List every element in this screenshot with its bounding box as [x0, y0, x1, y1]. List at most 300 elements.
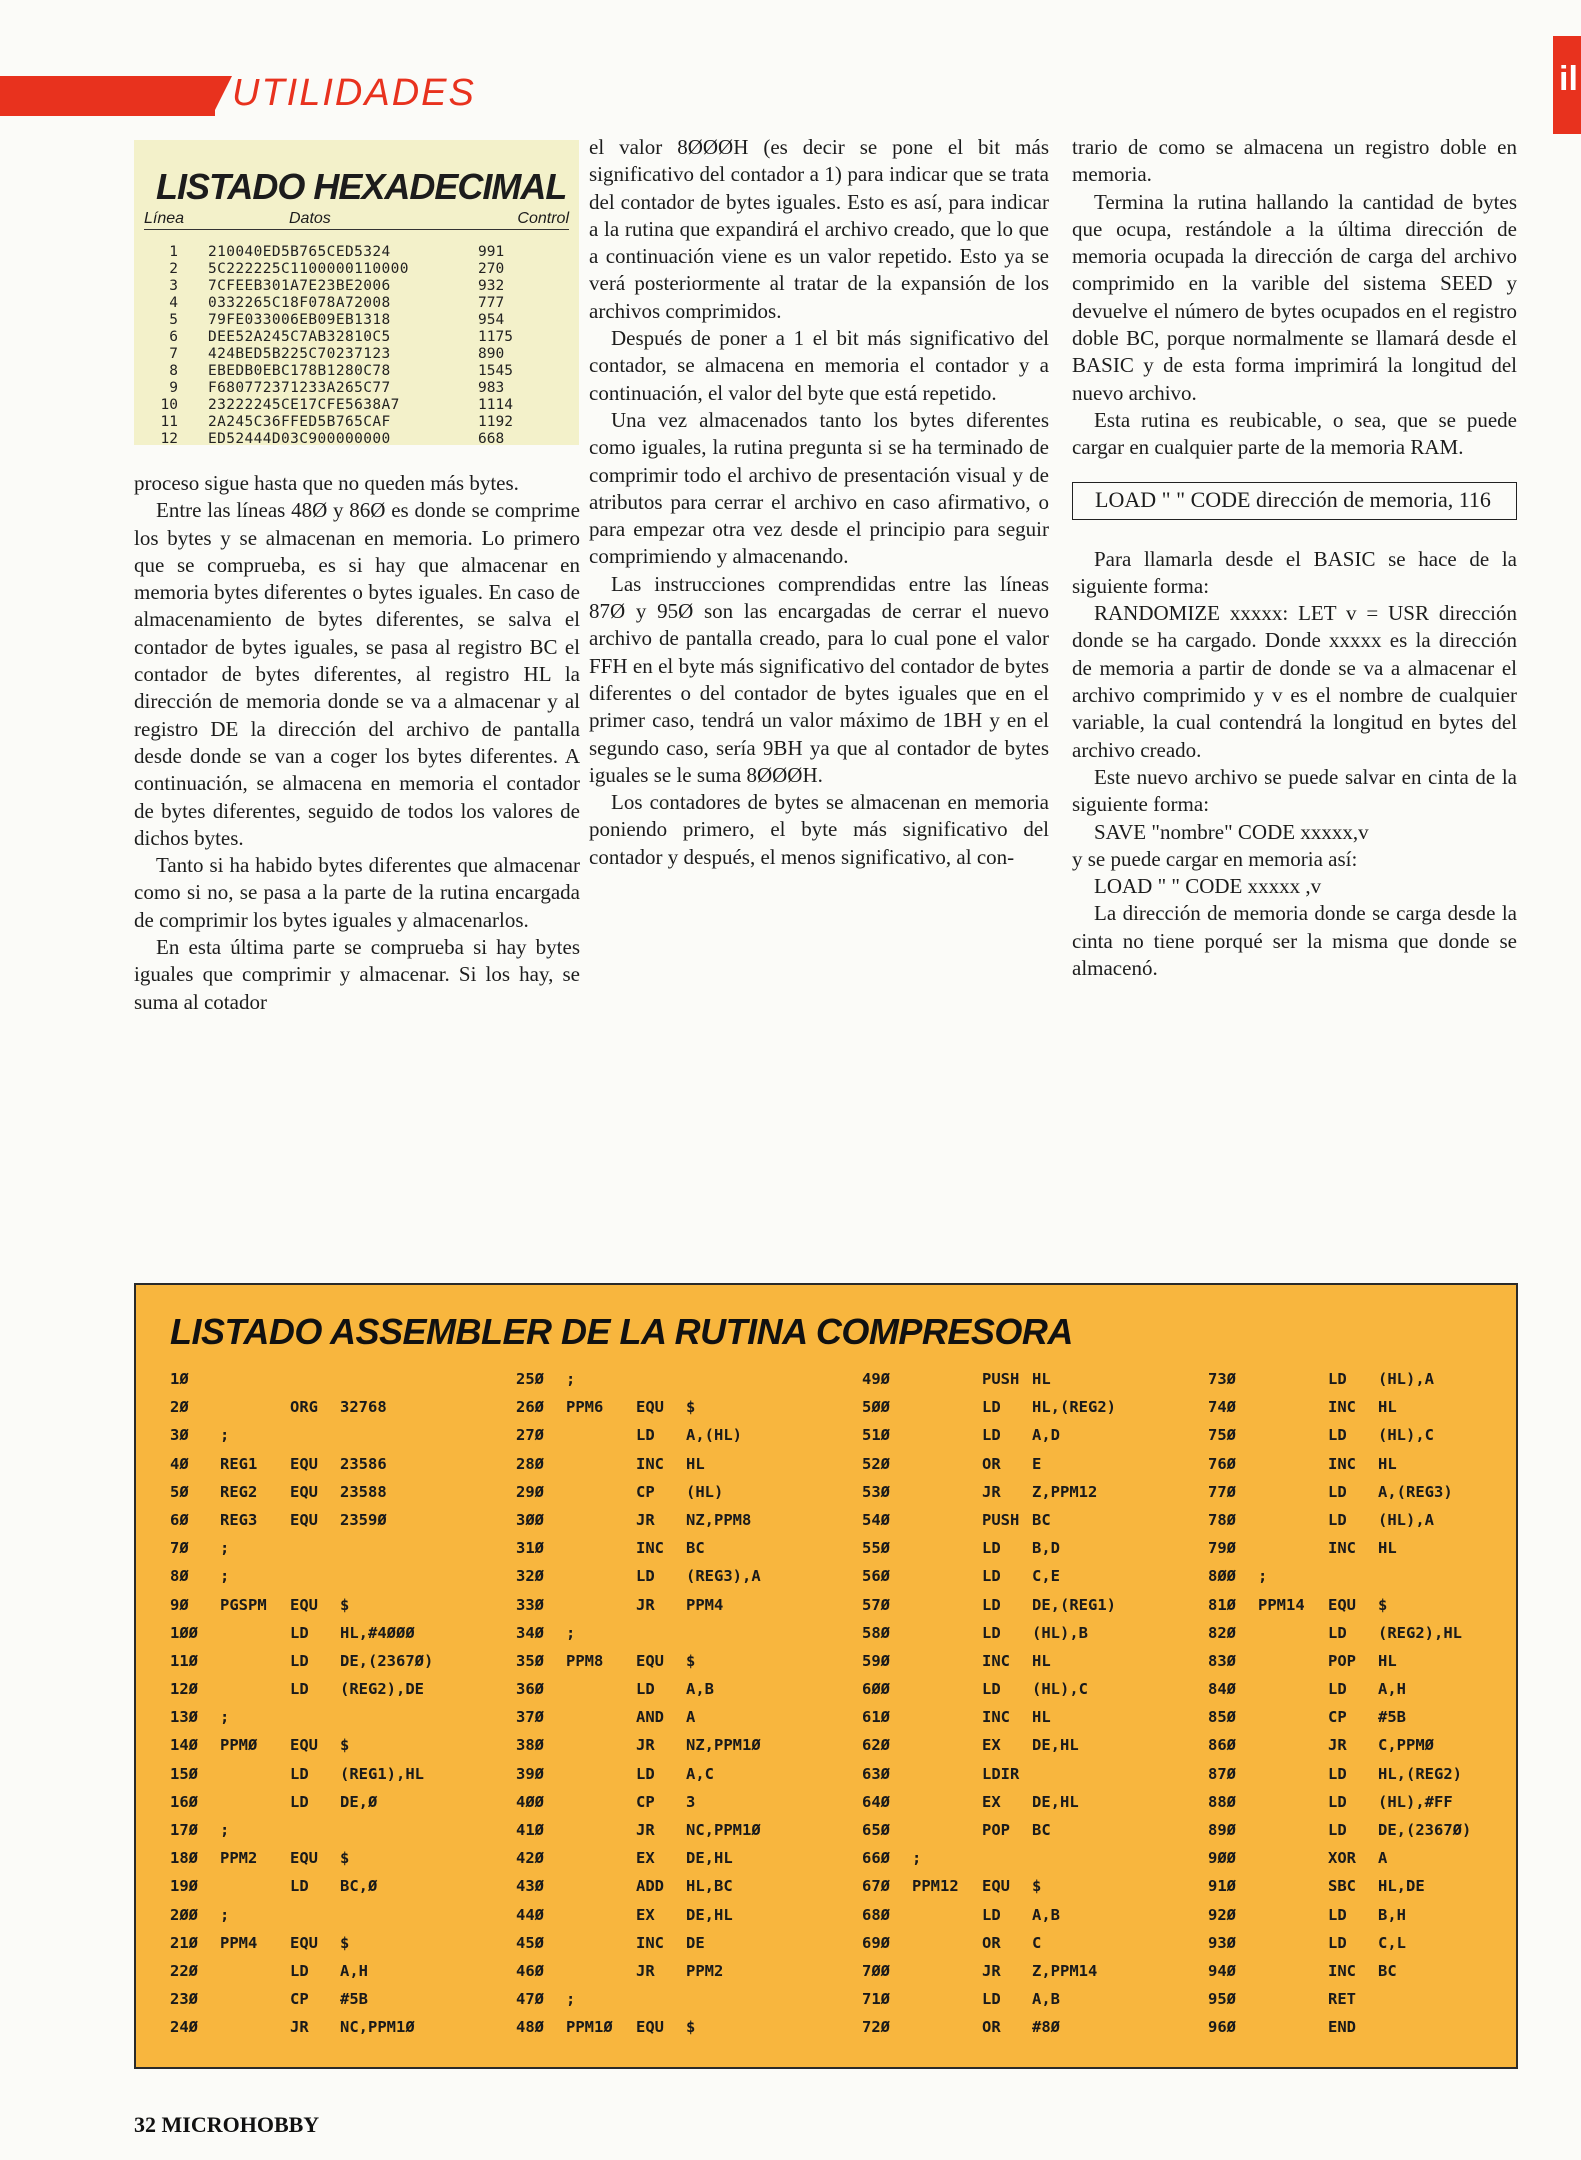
asm-line: [516, 2013, 761, 2041]
asm-label: [220, 1788, 290, 1816]
asm-operand: DE,(2367Ø): [1378, 1821, 1472, 1839]
asm-line-number: 3ØØ: [516, 1510, 544, 1529]
asm-operand: BC: [1032, 1821, 1051, 1839]
asm-opcode: LD: [1328, 1370, 1347, 1388]
asm-label: [566, 1506, 636, 1534]
asm-label: [220, 1985, 290, 2013]
paragraph: Esta rutina es reubicable, o sea, que se puede cargar en cualquier parte de la memoria RAM.: [1072, 407, 1517, 460]
asm-line-number: 67Ø: [862, 1877, 890, 1896]
hex-control: 668: [478, 431, 505, 447]
asm-label: REG2: [220, 1482, 258, 1501]
asm-operand: HL: [1032, 1651, 1051, 1670]
asm-line: [170, 1421, 433, 1449]
asm-line: [1208, 1760, 1471, 1788]
section-bar: [0, 76, 215, 116]
asm-operand: DE,Ø: [340, 1792, 378, 1811]
asm-line: [516, 1421, 761, 1449]
asm-line: [1208, 1619, 1471, 1647]
paragraph: el valor 8ØØØH (es decir se pone el bit más significativo del contador a 1) para indicar que se trata del contador de bytes iguales. Esto es así, para indicar a la rutina que expandirá el archivo creado, que lo que a continuación viene es un valor repetido. Esto ya se verá posteriormente al tratar de la expansión de los archivos comprimidos.: [589, 135, 1049, 323]
hex-data: 5C222225C1100000110000: [208, 261, 409, 277]
asm-line: [170, 1957, 433, 1985]
asm-label: ;: [220, 1821, 230, 1839]
asm-operand: (HL),C: [1378, 1426, 1434, 1445]
asm-line-number: 6Ø: [170, 1510, 189, 1529]
asm-line-number: 5ØØ: [862, 1398, 890, 1417]
paragraph: Para llamarla desde el BASIC se hace de la siguiente forma:: [1072, 546, 1517, 598]
asm-operand: 32768: [340, 1398, 387, 1417]
asm-line-number: 5Ø: [170, 1482, 189, 1501]
hex-control: 890: [478, 346, 505, 362]
asm-opcode: LD: [982, 1539, 1001, 1558]
asm-label: [912, 1365, 982, 1393]
asm-line: [862, 2013, 1116, 2041]
asm-operand: (REG3),A: [686, 1567, 761, 1586]
asm-opcode: EQU: [290, 1736, 318, 1755]
asm-opcode: LDIR: [982, 1764, 1020, 1783]
asm-operand: NC,PPM1Ø: [340, 2018, 415, 2037]
asm-opcode: LD: [290, 1651, 309, 1670]
asm-line: [516, 1534, 761, 1562]
asm-line: [170, 1506, 433, 1534]
asm-line-number: 28Ø: [516, 1454, 544, 1473]
asm-operand: $: [1032, 1877, 1042, 1896]
article-column-2: [589, 134, 1049, 871]
asm-line-number: 1ØØ: [170, 1623, 198, 1642]
asm-line: [862, 1450, 1116, 1478]
asm-column-1: [170, 1365, 433, 2042]
page-footer: [134, 2112, 319, 2138]
asm-line-number: 77Ø: [1208, 1482, 1236, 1501]
asm-line-number: 62Ø: [862, 1736, 890, 1755]
asm-label: [1258, 1421, 1328, 1449]
asm-line-number: 31Ø: [516, 1539, 544, 1558]
hex-listing-title: LISTADO HEXADECIMAL: [156, 166, 567, 207]
asm-opcode: LD: [290, 1792, 309, 1811]
asm-opcode: POP: [1328, 1651, 1356, 1670]
asm-line: [862, 1534, 1116, 1562]
asm-line-number: 25Ø: [516, 1370, 544, 1388]
asm-opcode: LD: [290, 1764, 309, 1783]
hex-row: [144, 312, 569, 329]
asm-label: [912, 1393, 982, 1421]
asm-line: [170, 1901, 433, 1929]
asm-label: [220, 1675, 290, 1703]
asm-operand: A: [686, 1708, 696, 1727]
asm-label: [912, 1421, 982, 1449]
asm-operand: NZ,PPM8: [686, 1510, 752, 1529]
asm-opcode: JR: [636, 1961, 655, 1980]
asm-line-number: 27Ø: [516, 1426, 544, 1445]
asm-line-number: 58Ø: [862, 1623, 890, 1642]
asm-opcode: INC: [982, 1651, 1010, 1670]
hex-data: 79FE033006EB09EB1318: [208, 312, 391, 328]
asm-line: [516, 1450, 761, 1478]
asm-opcode: EQU: [636, 1651, 664, 1670]
asm-label: PPM6: [566, 1398, 604, 1417]
asm-label: [912, 1591, 982, 1619]
asm-label: [1258, 1506, 1328, 1534]
asm-line-number: 39Ø: [516, 1764, 544, 1783]
asm-line-number: 44Ø: [516, 1905, 544, 1924]
asm-label: REG1: [220, 1454, 258, 1473]
asm-line-number: 17Ø: [170, 1821, 198, 1839]
asm-label: [912, 1619, 982, 1647]
asm-line-number: 18Ø: [170, 1849, 198, 1868]
asm-operand: DE,HL: [686, 1905, 733, 1924]
asm-line-number: 75Ø: [1208, 1426, 1236, 1445]
asm-line-number: 78Ø: [1208, 1510, 1236, 1529]
asm-operand: [686, 1365, 761, 1393]
asm-label: [912, 1506, 982, 1534]
asm-line-number: 69Ø: [862, 1933, 890, 1952]
asm-opcode: INC: [1328, 1454, 1356, 1473]
asm-line: [862, 1393, 1116, 1421]
asm-line-number: 4Ø: [170, 1454, 189, 1473]
asm-label: [912, 1675, 982, 1703]
asm-operand: [340, 1534, 433, 1562]
asm-operand: (HL),C: [1032, 1680, 1088, 1699]
asm-line: [516, 1929, 761, 1957]
asm-line-number: 3Ø: [170, 1426, 189, 1445]
asm-operand: (HL),#FF: [1378, 1792, 1453, 1811]
hex-row: [144, 380, 569, 397]
asm-label: [220, 1393, 290, 1421]
asm-line-number: 84Ø: [1208, 1680, 1236, 1699]
asm-operand: HL,BC: [686, 1877, 733, 1896]
asm-line: [862, 1731, 1116, 1759]
asm-operand: NZ,PPM1Ø: [686, 1736, 761, 1755]
asm-label: [1258, 1760, 1328, 1788]
asm-opcode: LD: [982, 1990, 1001, 2009]
hex-col-control: Control: [517, 210, 569, 227]
hex-data: 2A245C36FFED5B765CAF: [208, 414, 391, 430]
asm-opcode: INC: [636, 1539, 664, 1558]
asm-opcode: [290, 1901, 340, 1929]
asm-line: [170, 1731, 433, 1759]
asm-opcode: [290, 1816, 340, 1844]
hex-data: 7CFEEB301A7E23BE2006: [208, 278, 391, 294]
asm-operand: HL,(REG2): [1378, 1764, 1462, 1783]
asm-label: [566, 1562, 636, 1590]
asm-label: [912, 1450, 982, 1478]
asm-line: [1208, 1450, 1471, 1478]
asm-opcode: LD: [636, 1764, 655, 1783]
asm-line: [862, 1760, 1116, 1788]
asm-label: [220, 1365, 290, 1393]
asm-operand: 2359Ø: [340, 1510, 387, 1529]
asm-opcode: LD: [982, 1426, 1001, 1445]
asm-line-number: 2Ø: [170, 1398, 189, 1417]
asm-line: [516, 1788, 761, 1816]
asm-label: [566, 1534, 636, 1562]
hex-line-number: 9: [169, 380, 178, 396]
asm-label: [220, 2013, 290, 2041]
asm-opcode: EQU: [290, 1595, 318, 1614]
asm-opcode: EQU: [290, 1510, 318, 1529]
asm-label: [1258, 1844, 1328, 1872]
asm-opcode: OR: [982, 1933, 1001, 1952]
asm-line-number: 64Ø: [862, 1792, 890, 1811]
asm-label: PPM8: [566, 1651, 604, 1670]
asm-label: [220, 1760, 290, 1788]
asm-line: [170, 1365, 433, 1393]
asm-label: [1258, 1985, 1328, 2013]
hex-line-number: 4: [169, 295, 178, 311]
hex-rows: [144, 244, 569, 448]
asm-line-number: 89Ø: [1208, 1821, 1236, 1839]
asm-line: [170, 1393, 433, 1421]
asm-line-number: 9ØØ: [1208, 1849, 1236, 1868]
hex-col-data: Datos: [289, 210, 331, 227]
asm-operand: A,B: [1032, 1905, 1060, 1924]
asm-line-number: 42Ø: [516, 1849, 544, 1868]
asm-line: [862, 1816, 1116, 1844]
asm-line-number: 72Ø: [862, 2018, 890, 2037]
asm-label: [1258, 1478, 1328, 1506]
paragraph: Una vez almacenados tanto los bytes diferentes como iguales, la rutina pregunta si se ha terminado de comprimir todo el archivo de presentación visual y de atributos para cerrar el archivo en caso afirmativo, o para empezar otra vez desde el principio para seguir comprimiendo y almacenando.: [589, 407, 1049, 569]
load-command-box: LOAD " " CODE dirección de memoria, 116: [1072, 482, 1517, 520]
asm-opcode: LD: [1328, 1623, 1347, 1642]
asm-line: [1208, 1647, 1471, 1675]
asm-operand: BC,Ø: [340, 1877, 378, 1896]
code-line: SAVE "nombre" CODE xxxxx,v: [1094, 819, 1369, 844]
asm-line-number: 63Ø: [862, 1764, 890, 1783]
asm-label: [1258, 1619, 1328, 1647]
section-title: UTILIDADES: [232, 72, 476, 114]
asm-operand: B,D: [1032, 1539, 1060, 1558]
asm-opcode: RET: [1328, 1990, 1356, 2009]
asm-operand: 23586: [340, 1454, 387, 1473]
asm-line: [862, 1591, 1116, 1619]
asm-line: [1208, 1703, 1471, 1731]
asm-opcode: EQU: [290, 1482, 318, 1501]
asm-operand: PPM4: [686, 1595, 724, 1614]
asm-line: [1208, 1506, 1471, 1534]
asm-line: [516, 1365, 761, 1393]
asm-label: ;: [566, 1623, 576, 1642]
asm-opcode: [636, 1619, 686, 1647]
asm-opcode: [982, 1844, 1032, 1872]
asm-operand: HL: [1032, 1708, 1051, 1727]
asm-opcode: LD: [1328, 1933, 1347, 1952]
asm-operand: C,E: [1032, 1567, 1060, 1586]
paragraph: proceso sigue hasta que no queden más bytes.: [134, 471, 519, 495]
asm-label: [566, 1478, 636, 1506]
asm-opcode: [290, 1534, 340, 1562]
asm-line-number: 34Ø: [516, 1623, 544, 1642]
asm-operand: $: [340, 1595, 350, 1614]
asm-operand: A,B: [686, 1680, 714, 1699]
asm-operand: [340, 1816, 433, 1844]
asm-line-number: 82Ø: [1208, 1623, 1236, 1642]
asm-line-number: 95Ø: [1208, 1990, 1236, 2009]
asm-label: [566, 1788, 636, 1816]
asm-line: [516, 1478, 761, 1506]
asm-line-number: 85Ø: [1208, 1708, 1236, 1727]
asm-operand: A,(REG3): [1378, 1482, 1453, 1501]
paragraph: trario de como se almacena un registro doble en memoria.: [1072, 135, 1517, 187]
paragraph: Después de poner a 1 el bit más significativo del contador, se almacena en memoria el contador y a continuación, el valor del byte que está repetido.: [589, 326, 1049, 405]
hex-data: DEE52A245C7AB32810C5: [208, 329, 391, 345]
asm-operand: HL: [686, 1454, 705, 1473]
asm-label: [566, 1421, 636, 1449]
asm-opcode: [636, 1365, 686, 1393]
asm-line: [1208, 1957, 1471, 1985]
asm-line: [516, 1985, 761, 2013]
asm-opcode: INC: [1328, 1961, 1356, 1980]
asm-line: [1208, 1788, 1471, 1816]
asm-operand: HL,DE: [1378, 1877, 1425, 1896]
asm-line-number: 26Ø: [516, 1398, 544, 1417]
asm-line-number: 61Ø: [862, 1708, 890, 1727]
asm-opcode: JR: [636, 1510, 655, 1529]
asm-operand: BC: [1378, 1961, 1397, 1980]
asm-line: [862, 1647, 1116, 1675]
asm-operand: $: [686, 2018, 696, 2037]
asm-operand: #5B: [1378, 1708, 1406, 1727]
asm-line: [170, 1591, 433, 1619]
asm-line-number: 79Ø: [1208, 1539, 1236, 1558]
hex-data: F680772371233A265C77: [208, 380, 391, 396]
paragraph: y se puede cargar en memoria así:: [1072, 846, 1358, 871]
asm-operand: C: [1032, 1933, 1042, 1952]
hex-row: [144, 261, 569, 278]
asm-opcode: JR: [636, 1595, 655, 1614]
asm-line-number: 55Ø: [862, 1539, 890, 1558]
asm-line-number: 76Ø: [1208, 1454, 1236, 1473]
asm-operand: [1378, 1562, 1471, 1590]
asm-label: [1258, 1957, 1328, 1985]
paragraph: Termina la rutina hallando la cantidad de bytes que ocupa, restándole a la última dirección de memoria ocupada la dirección de carga del archivo comprimido en la varible del sistema SEED y devuelve el número de bytes ocupados en el registro doble BC, porque normalmente se llamará desde el BASIC y de esta forma imprimirá la longitud del nuevo archivo.: [1072, 189, 1517, 405]
asm-line: [1208, 1534, 1471, 1562]
article-column-3: [1072, 134, 1517, 982]
asm-line: [170, 1450, 433, 1478]
asm-line-number: 15Ø: [170, 1764, 198, 1783]
hex-control: 983: [478, 380, 505, 396]
asm-label: ;: [220, 1567, 230, 1586]
asm-line: [1208, 1562, 1471, 1590]
asm-line-number: 4ØØ: [516, 1792, 544, 1811]
asm-line-number: 1Ø: [170, 1370, 189, 1388]
asm-label: [566, 1816, 636, 1844]
asm-operand: A,B: [1032, 1990, 1060, 2009]
asm-operand: 23588: [340, 1482, 387, 1501]
asm-line-number: 41Ø: [516, 1821, 544, 1839]
code-line: LOAD " " CODE xxxxx ,v: [1094, 874, 1322, 899]
asm-line: [1208, 1901, 1471, 1929]
asm-line: [862, 1985, 1116, 2013]
asm-opcode: LD: [1328, 1680, 1347, 1699]
hex-row: [144, 431, 569, 448]
asm-opcode: PUSH: [982, 1510, 1020, 1529]
asm-line-number: 48Ø: [516, 2018, 544, 2037]
asm-operand: Z,PPM12: [1032, 1482, 1098, 1501]
asm-line: [1208, 1675, 1471, 1703]
asm-line: [516, 1506, 761, 1534]
hex-control: 777: [478, 295, 505, 311]
hex-listing-box: [134, 140, 579, 445]
asm-operand: (HL): [686, 1482, 724, 1501]
asm-label: PPM14: [1258, 1595, 1305, 1614]
asm-opcode: LD: [290, 1961, 309, 1980]
asm-opcode: POP: [982, 1821, 1010, 1839]
asm-opcode: JR: [290, 2018, 309, 2037]
asm-label: ;: [220, 1708, 230, 1727]
asm-label: [566, 1591, 636, 1619]
asm-label: [912, 1534, 982, 1562]
asm-operand: HL: [1378, 1651, 1397, 1670]
hex-line-number: 5: [169, 312, 178, 328]
hex-row: [144, 329, 569, 346]
asm-opcode: JR: [982, 1482, 1001, 1501]
hex-line-number: 2: [169, 261, 178, 277]
asm-label: ;: [912, 1849, 922, 1868]
asm-line: [862, 1506, 1116, 1534]
asm-label: [566, 1760, 636, 1788]
asm-operand: [1378, 2013, 1471, 2041]
asm-line: [516, 1760, 761, 1788]
asm-line-number: 57Ø: [862, 1595, 890, 1614]
asm-opcode: END: [1328, 2018, 1356, 2037]
asm-operand: A,H: [340, 1961, 368, 1980]
asm-line: [862, 1872, 1116, 1900]
hex-data: 424BED5B225C70237123: [208, 346, 391, 362]
asm-opcode: LD: [982, 1398, 1001, 1417]
asm-opcode: PUSH: [982, 1370, 1020, 1388]
hex-row: [144, 244, 569, 261]
asm-label: [1258, 1731, 1328, 1759]
asm-operand: DE,(REG1): [1032, 1595, 1116, 1614]
asm-label: [220, 1647, 290, 1675]
asm-operand: [686, 1619, 761, 1647]
asm-line: [170, 1619, 433, 1647]
asm-line-number: 88Ø: [1208, 1792, 1236, 1811]
asm-line: [170, 1534, 433, 1562]
asm-line: [862, 1929, 1116, 1957]
asm-opcode: EQU: [290, 1849, 318, 1868]
asm-line-number: 24Ø: [170, 2018, 198, 2037]
asm-line: [170, 2013, 433, 2041]
asm-operand: C,PPMØ: [1378, 1736, 1434, 1755]
asm-label: [912, 1816, 982, 1844]
asm-opcode: SBC: [1328, 1877, 1356, 1896]
asm-line-number: 36Ø: [516, 1680, 544, 1699]
asm-line-number: 81Ø: [1208, 1595, 1236, 1614]
asm-operand: $: [340, 1736, 350, 1755]
hex-control: 1114: [478, 397, 513, 413]
asm-operand: $: [340, 1933, 350, 1952]
asm-line-number: 71Ø: [862, 1990, 890, 2009]
asm-line-number: 21Ø: [170, 1933, 198, 1952]
asm-line-number: 32Ø: [516, 1567, 544, 1586]
asm-label: [912, 1901, 982, 1929]
asm-line-number: 35Ø: [516, 1651, 544, 1670]
asm-line-number: 37Ø: [516, 1708, 544, 1727]
asm-label: [1258, 2013, 1328, 2041]
asm-line: [516, 1872, 761, 1900]
asm-opcode: [290, 1703, 340, 1731]
asm-line: [170, 1647, 433, 1675]
asm-operand: [1032, 1760, 1116, 1788]
asm-opcode: CP: [290, 1990, 309, 2009]
asm-opcode: XOR: [1328, 1849, 1356, 1868]
asm-line-number: 2ØØ: [170, 1905, 198, 1924]
asm-opcode: LD: [636, 1680, 655, 1699]
asm-label: [1258, 1788, 1328, 1816]
asm-label: [912, 1985, 982, 2013]
asm-opcode: EQU: [1328, 1595, 1356, 1614]
asm-opcode: INC: [1328, 1398, 1356, 1417]
